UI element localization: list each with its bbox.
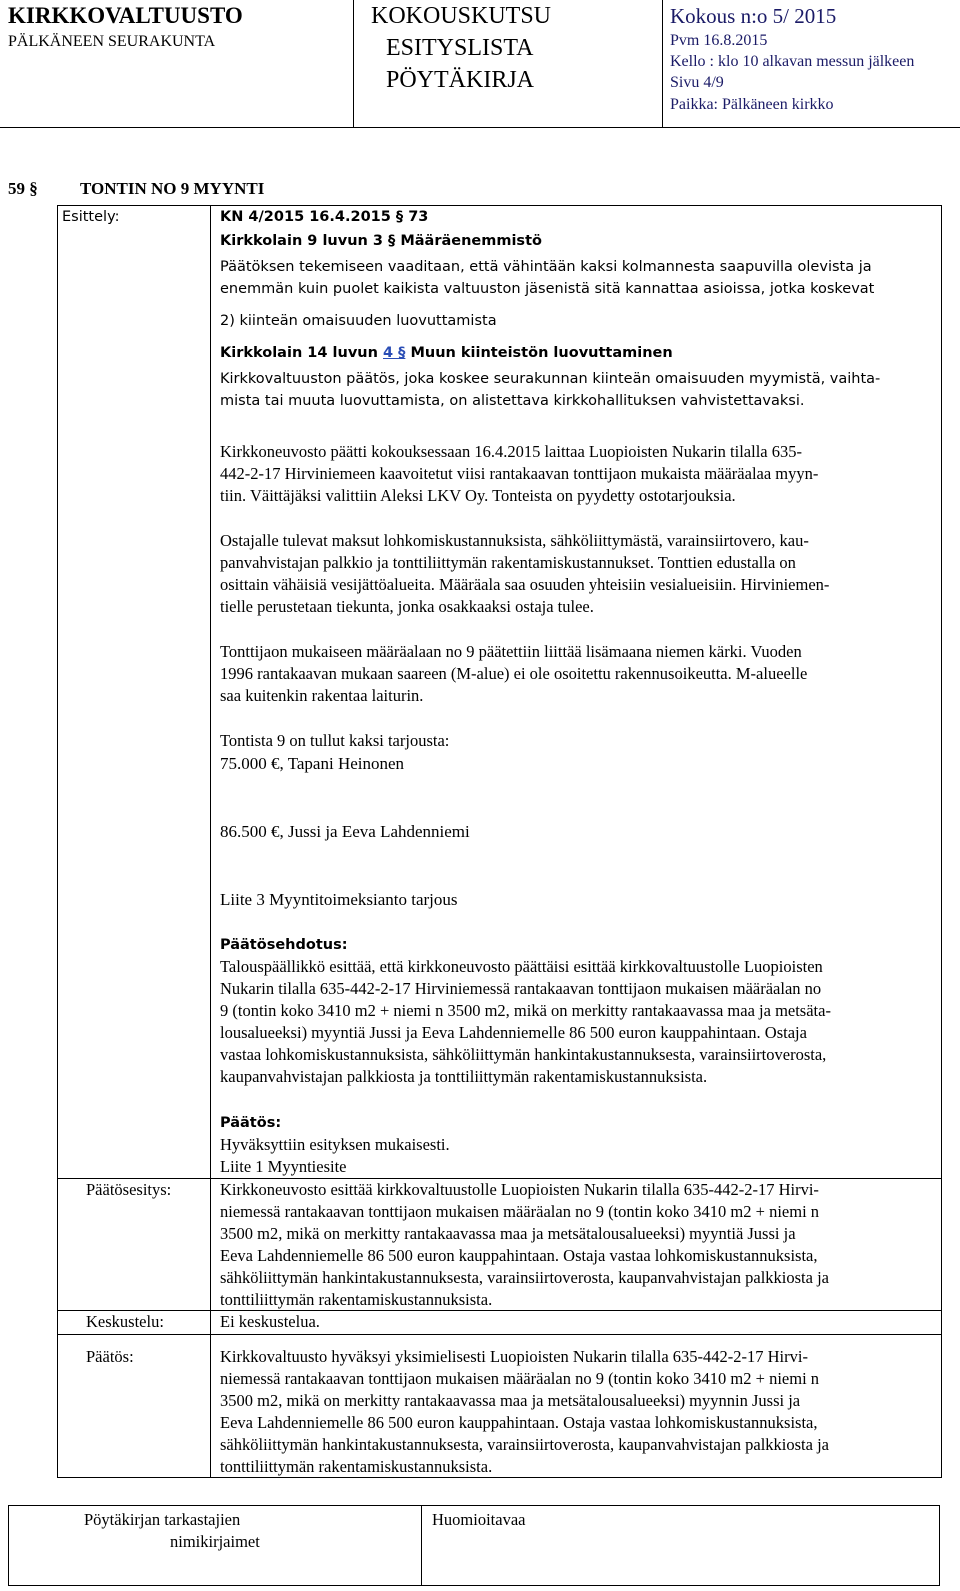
esittely-label: Esittely: bbox=[62, 209, 120, 225]
keskustelu-label: Keskustelu: bbox=[86, 1312, 164, 1331]
row-divider bbox=[57, 1310, 941, 1311]
paragraph-line: 442-2-17 Hirviniemeen kaavoitetut viisi rantakaavan tonttijaon mukaista määräalaa myyn- bbox=[220, 464, 819, 483]
proposal-line: vastaa lohkomiskustannuksista, sähköliittymän hankintakustannuksesta, varainsiirtoverosta, bbox=[220, 1045, 827, 1064]
esittely-decision-label: Päätös: bbox=[220, 1115, 282, 1131]
header-page: Sivu 4/9 bbox=[670, 74, 724, 91]
paatos-line: sähköliittymän hankintakustannuksesta, varainsiirtoverosta, kaupanvahvistajan palkkiosta ja bbox=[220, 1435, 829, 1454]
footer-notes-label: Huomioitavaa bbox=[432, 1510, 526, 1529]
paragraph-line: tielle perustetaan tiekunta, jonka osakkaaksi ostaja tulee. bbox=[220, 597, 594, 616]
header-doctype-kokouskutsu: KOKOUSKUTSU bbox=[371, 3, 552, 29]
paragraph-line: saa kuitenkin rakentaa laiturin. bbox=[220, 686, 424, 705]
law2-text-line: mista tai muuta luovuttamista, on alistettava kirkkohallituksen vahvistettavaksi. bbox=[220, 393, 805, 409]
law-text-line: enemmän kuin puolet kaikista valtuuston jäsenistä sitä kannattaa asioissa, jotka koskevat bbox=[220, 281, 875, 297]
law2-section-link[interactable]: 4 § bbox=[383, 345, 406, 361]
offer-item: 86.500 €, Jussi ja Eeva Lahdenniemi bbox=[220, 822, 470, 841]
law2-heading-end: Muun kiinteistön luovuttaminen bbox=[410, 345, 673, 361]
paatosesitys-line: niemessä rantakaavan tonttijaon mukaisen määräalan no 9 (tontin koko 3410 m2 + niemi n bbox=[220, 1202, 820, 1221]
paatos-line: Eeva Lahdenniemelle 86 500 euron kauppahintaan. Ostaja vastaa lohkomiskustannuksista, bbox=[220, 1413, 818, 1432]
footer-divider bbox=[421, 1505, 422, 1585]
header-doctype-esityslista: ESITYSLISTA bbox=[386, 35, 534, 61]
offer-item: 75.000 €, Tapani Heinonen bbox=[220, 754, 405, 773]
law2-heading-start: Kirkkolain 14 luvun bbox=[220, 345, 378, 361]
paragraph-line: tiin. Väittäjäksi valittiin Aleksi LKV Oy. Tonteista on pyydetty ostotarjouksia. bbox=[220, 486, 736, 505]
row-divider bbox=[57, 1334, 941, 1335]
header-org-title: KIRKKOVALTUUSTO bbox=[8, 3, 243, 28]
keskustelu-text: Ei keskustelua. bbox=[220, 1312, 320, 1331]
proposal-line: Nukarin tilalla 635-442-2-17 Hirviniemessä rantakaavan tonttijaon mukaisen määräalan no bbox=[220, 979, 822, 998]
header-org-subtitle: PÄLKÄNEEN SEURAKUNTA bbox=[8, 33, 216, 50]
attachment-line: Liite 3 Myyntitoimeksianto tarjous bbox=[220, 890, 458, 909]
table-column-divider bbox=[210, 205, 211, 1477]
esittely-decision-line: Liite 1 Myyntiesite bbox=[220, 1157, 347, 1176]
paragraph-line: osittain vähäisiä vesijättöalueita. Määräala saa osuuden yhteisiin vesialueisiin. Hirviniemen- bbox=[220, 575, 830, 594]
proposal-line: Talouspäällikkö esittää, että kirkkoneuvosto päättäisi esittää kirkkovaltuustolle Luopioisten bbox=[220, 957, 823, 976]
paatosesitys-line: sähköliittymän hankintakustannuksesta, varainsiirtoverosta, kaupanvahvistajan palkkiosta ja bbox=[220, 1268, 829, 1287]
paragraph-line: Kirkkoneuvosto päätti kokouksessaan 16.4.2015 laittaa Luopioisten Nukarin tilalla 635- bbox=[220, 442, 802, 461]
law-heading: Kirkkolain 9 luvun 3 § Määräenemmistö bbox=[220, 233, 542, 249]
section-title: TONTIN NO 9 MYYNTI bbox=[80, 179, 265, 198]
proposal-line: lousalueeksi) myyntiä Jussi ja Eeva Lahdenniemelle 86 500 euron kauppahintaan. Ostaja bbox=[220, 1023, 807, 1042]
header-meeting-number: Kokous n:o 5/ 2015 bbox=[670, 4, 837, 28]
paragraph-line: Tonttijaon mukaiseen määräalaan no 9 päätettiin liittää lisämaana niemen kärki. Vuoden bbox=[220, 642, 802, 661]
paragraph-line: Ostajalle tulevat maksut lohkomiskustannuksista, sähköliittymästä, varainsiirtovero, kau- bbox=[220, 531, 809, 550]
paatos-line: 3500 m2, mikä on merkitty rantakaavassa maa ja metsätalousalueeksi) myynnin Jussi ja bbox=[220, 1391, 801, 1410]
law2-heading bbox=[220, 342, 673, 364]
proposal-line: kaupanvahvistajan palkkiosta ja tonttiliittymän rakentamiskustannuksista. bbox=[220, 1067, 708, 1086]
paragraph-line: 1996 rantakaavan mukaan saareen (M-alue) ei ole osoitettu rakennusoikeutta. M-alueelle bbox=[220, 664, 808, 683]
paatosesitys-line: Kirkkoneuvosto esittää kirkkovaltuustolle Luopioisten Nukarin tilalla 635-442-2-17 Hirvi- bbox=[220, 1180, 819, 1199]
law2-text-line: Kirkkovaltuuston päätös, joka koskee seurakunnan kiinteän omaisuuden myymistä, vaihta- bbox=[220, 371, 881, 387]
header-place: Paikka: Pälkäneen kirkko bbox=[670, 96, 834, 113]
proposal-line: 9 (tontin koko 3410 m2 + niemi n 3500 m2, mikä on merkitty rantakaavassa maa ja metsäta- bbox=[220, 1001, 831, 1020]
paragraph-line: panvahvistajan palkkio ja tonttiliittymän rakentamiskustannukset. Tonttien edustalla on bbox=[220, 553, 796, 572]
paatosesitys-label: Päätösesitys: bbox=[86, 1180, 172, 1199]
header-divider bbox=[0, 127, 960, 128]
paatos-line: tonttiliittymän rakentamiskustannuksista. bbox=[220, 1457, 493, 1476]
esittely-decision-line: Hyväksyttiin esityksen mukaisesti. bbox=[220, 1135, 450, 1154]
footer-signers-label: Pöytäkirjan tarkastajien bbox=[84, 1510, 241, 1529]
paatosesitys-line: tonttiliittymän rakentamiskustannuksista. bbox=[220, 1290, 493, 1309]
paatos-line: Kirkkovaltuusto hyväksyi yksimielisesti Luopioisten Nukarin tilalla 635-442-2-17 Hirvi- bbox=[220, 1347, 808, 1366]
law-text-line: Päätöksen tekemiseen vaaditaan, että vähintään kaksi kolmannesta saapuvilla olevista ja bbox=[220, 259, 872, 275]
esittely-reference: KN 4/2015 16.4.2015 § 73 bbox=[220, 209, 429, 225]
paatosesitys-line: Eeva Lahdenniemelle 86 500 euron kauppahintaan. Ostaja vastaa lohkomiskustannuksista, bbox=[220, 1246, 818, 1265]
law-text-line: 2) kiinteän omaisuuden luovuttamista bbox=[220, 313, 497, 329]
offers-intro: Tontista 9 on tullut kaksi tarjousta: bbox=[220, 731, 450, 750]
header-time: Kello : klo 10 alkavan messun jälkeen bbox=[670, 53, 915, 70]
paatos-line: niemessä rantakaavan tonttijaon mukaisen määräalan no 9 (tontin koko 3410 m2 + niemi n bbox=[220, 1369, 820, 1388]
header-doctype-poytakirja: PÖYTÄKIRJA bbox=[386, 67, 535, 93]
section-number: 59 § bbox=[8, 179, 38, 198]
footer-signers-label: nimikirjaimet bbox=[170, 1532, 260, 1551]
proposal-label: Päätösehdotus: bbox=[220, 937, 348, 953]
header-date: Pvm 16.8.2015 bbox=[670, 32, 768, 49]
paatosesitys-line: 3500 m2, mikä on merkitty rantakaavassa maa ja metsätalousalueeksi) myyntiä Jussi ja bbox=[220, 1224, 796, 1243]
paatos-label: Päätös: bbox=[86, 1347, 134, 1366]
